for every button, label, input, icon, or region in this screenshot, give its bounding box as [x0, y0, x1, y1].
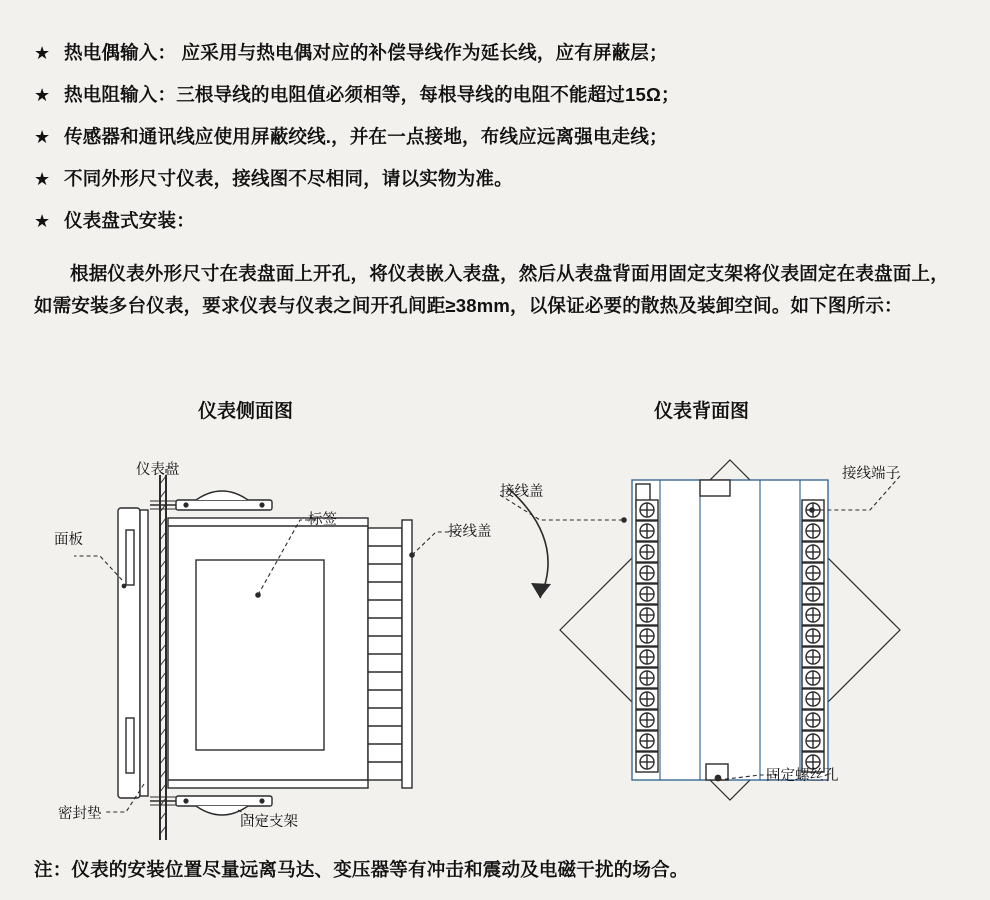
label-label-tag: 标签: [308, 512, 337, 528]
star-icon: ★: [34, 43, 51, 63]
list-item: [0, 166, 990, 192]
label-wiring-cover: 接线盖: [448, 524, 492, 540]
bullet-list: [0, 40, 990, 250]
diagram-area: [0, 380, 990, 850]
list-item-text: 热电阻输入：三根导线的电阻值必须相等，每根导线的电阻不能超过15Ω；: [64, 84, 680, 105]
label-fixing-bracket: 固定支架: [240, 814, 298, 830]
back-view-group: [500, 460, 900, 800]
installation-paragraph: 根据仪表外形尺寸在表盘面上开孔，将仪表嵌入表盘，然后从表盘背面用固定支架将仪表固定在表盘面上，如需安装多台仪表，要求仪表与仪表之间开孔间距≥38mm，以保证必要的散热及装卸空间。如下图所示：: [34, 263, 949, 316]
list-item: [0, 82, 990, 108]
label-fixing-screw-hole: 固定螺丝孔: [766, 768, 839, 784]
label-wiring-terminal: 接线端子: [842, 466, 900, 482]
label-wiring-cover-back: 接线盖: [500, 484, 544, 500]
side-view-group: [74, 468, 460, 840]
back-view-caption: 仪表背面图: [654, 401, 750, 422]
label-seal-gasket: 密封垫: [58, 806, 102, 822]
star-icon: ★: [34, 211, 51, 231]
star-icon: ★: [34, 85, 51, 105]
side-view-caption: 仪表侧面图: [198, 401, 294, 422]
list-item-text: 仪表盘式安装：: [64, 210, 195, 231]
list-item: [0, 208, 990, 234]
list-item: [0, 40, 990, 66]
footer-note: 注：仪表的安装位置尽量远离马达、变压器等有冲击和震动及电磁干扰的场合。: [34, 859, 689, 880]
list-item-text: 热电偶输入： 应采用与热电偶对应的补偿导线作为延长线，应有屏蔽层；: [64, 42, 668, 63]
star-icon: ★: [34, 127, 51, 147]
star-icon: ★: [34, 169, 51, 189]
list-item-text: 不同外形尺寸仪表，接线图不尽相同，请以实物为准。: [64, 168, 513, 189]
label-panel-board: 仪表盘: [136, 462, 180, 478]
list-item-text: 传感器和通讯线应使用屏蔽绞线.，并在一点接地，布线应远离强电走线；: [64, 126, 668, 147]
list-item: [0, 124, 990, 150]
instrument-diagrams-svg: [0, 380, 990, 850]
label-front-panel: 面板: [54, 532, 83, 548]
